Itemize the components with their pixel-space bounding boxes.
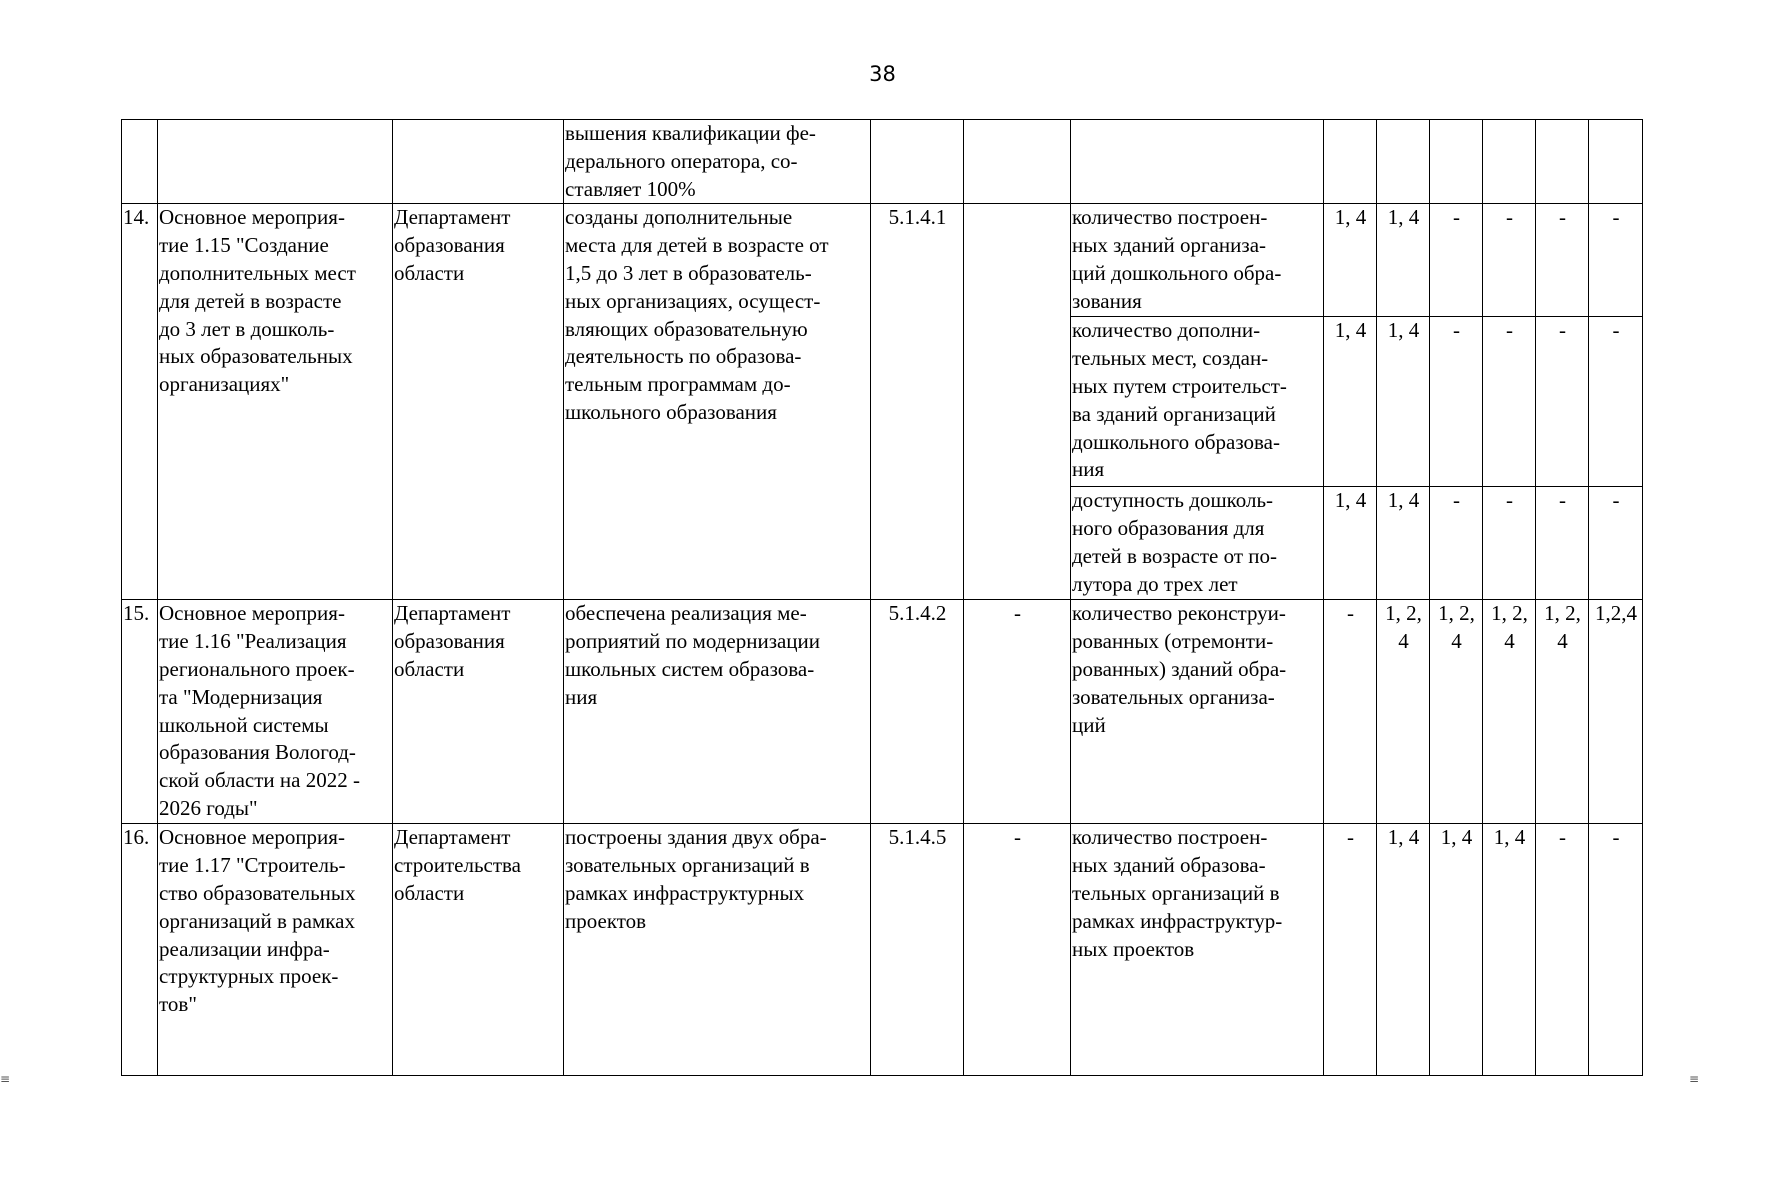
indicator-name <box>1071 120 1324 204</box>
event-name: Основное мероприя- тие 1.16 "Реализация регионального проек- та "Модернизация школьной системы образования Вологод- ской области на 2022 - 2026 годы" <box>158 600 393 824</box>
indicator-year-value: - <box>1324 824 1377 1076</box>
indicator-year-value: 1, 4 <box>1324 487 1377 600</box>
indicator-year-value: - <box>1483 317 1536 487</box>
measures-table <box>121 119 1643 1076</box>
link-code <box>871 120 964 204</box>
indicator-year-value: 1, 2, 4 <box>1377 600 1430 824</box>
indicator-year-value: - <box>1589 487 1643 600</box>
column-6 <box>964 204 1071 600</box>
indicator-year-value: - <box>1324 600 1377 824</box>
indicator-year-value <box>1536 120 1589 204</box>
indicator-year-value: - <box>1483 487 1536 600</box>
link-code: 5.1.4.5 <box>871 824 964 1076</box>
expected-result: построены здания двух обра- зовательных организаций в рамках инфраструктурных проектов <box>564 824 871 1076</box>
row-number: 16. <box>122 824 158 1076</box>
indicator-year-value <box>1377 120 1430 204</box>
expected-result: обеспечена реализация ме- роприятий по модернизации школьных систем образова- ния <box>564 600 871 824</box>
indicator-year-value: 1, 2, 4 <box>1536 600 1589 824</box>
executor: Департамент образования области <box>393 600 564 824</box>
table-row <box>122 204 1643 317</box>
table-row <box>122 120 1643 204</box>
page-number: 38 <box>869 62 896 86</box>
indicator-year-value: - <box>1430 487 1483 600</box>
indicator-year-value: - <box>1536 204 1589 317</box>
indicator-name: доступность дошколь- ного образования для детей в возрасте от по- лутора до трех лет <box>1071 487 1324 600</box>
column-6 <box>964 120 1071 204</box>
scan-margin-mark: ≡ <box>0 1072 11 1086</box>
column-6: - <box>964 600 1071 824</box>
indicator-year-value: - <box>1589 824 1643 1076</box>
event-name <box>158 120 393 204</box>
scan-margin-mark: ≡ <box>1689 1072 1700 1086</box>
indicator-year-value <box>1430 120 1483 204</box>
expected-result: созданы дополнительные места для детей в возрасте от 1,5 до 3 лет в образователь- ных организациях, осущест- вляющих образовательную деятельность по образова- тельным программам до- школьного образования <box>564 204 871 600</box>
event-name: Основное мероприя- тие 1.17 "Строитель- ство образовательных организаций в рамках реализации инфра- структурных проек- тов" <box>158 824 393 1076</box>
link-code: 5.1.4.2 <box>871 600 964 824</box>
indicator-name: количество построен- ных зданий образова- тельных организаций в рамках инфраструктур- ных проектов <box>1071 824 1324 1076</box>
indicator-year-value: - <box>1430 317 1483 487</box>
indicator-year-value: - <box>1589 317 1643 487</box>
indicator-year-value: - <box>1536 487 1589 600</box>
indicator-year-value: 1, 4 <box>1377 487 1430 600</box>
indicator-year-value <box>1324 120 1377 204</box>
expected-result: вышения квалификации фе- дерального оператора, со- ставляет 100% <box>564 120 871 204</box>
indicator-year-value: 1, 4 <box>1430 824 1483 1076</box>
indicator-year-value <box>1483 120 1536 204</box>
event-name: Основное мероприя- тие 1.15 "Создание дополнительных мест для детей в возрасте до 3 лет в дошколь- ных образовательных организациях" <box>158 204 393 600</box>
executor: Департамент строительства области <box>393 824 564 1076</box>
row-number: 15. <box>122 600 158 824</box>
indicator-year-value: - <box>1536 824 1589 1076</box>
indicator-year-value: 1, 4 <box>1324 204 1377 317</box>
indicator-year-value: 1, 2, 4 <box>1430 600 1483 824</box>
table-row <box>122 600 1643 824</box>
indicator-year-value: 1, 4 <box>1483 824 1536 1076</box>
column-6: - <box>964 824 1071 1076</box>
indicator-year-value: 1, 4 <box>1324 317 1377 487</box>
indicator-year-value: - <box>1430 204 1483 317</box>
executor: Департамент образования области <box>393 204 564 600</box>
link-code: 5.1.4.1 <box>871 204 964 600</box>
indicator-name: количество построен- ных зданий организа- ций дошкольного обра- зования <box>1071 204 1324 317</box>
indicator-year-value: - <box>1589 204 1643 317</box>
indicator-year-value: 1,2,4 <box>1589 600 1643 824</box>
indicator-year-value: 1, 4 <box>1377 317 1430 487</box>
indicator-name: количество реконструи- рованных (отремонти- рованных) зданий обра- зовательных организа- ций <box>1071 600 1324 824</box>
executor <box>393 120 564 204</box>
indicator-year-value: - <box>1483 204 1536 317</box>
row-number <box>122 120 158 204</box>
indicator-year-value <box>1589 120 1643 204</box>
row-number: 14. <box>122 204 158 600</box>
indicator-name: количество дополни- тельных мест, создан- ных путем строительст- ва зданий организаций дошкольного образова- ния <box>1071 317 1324 487</box>
indicator-year-value: 1, 2, 4 <box>1483 600 1536 824</box>
indicator-year-value: 1, 4 <box>1377 824 1430 1076</box>
indicator-year-value: - <box>1536 317 1589 487</box>
indicator-year-value: 1, 4 <box>1377 204 1430 317</box>
table-row <box>122 824 1643 1076</box>
